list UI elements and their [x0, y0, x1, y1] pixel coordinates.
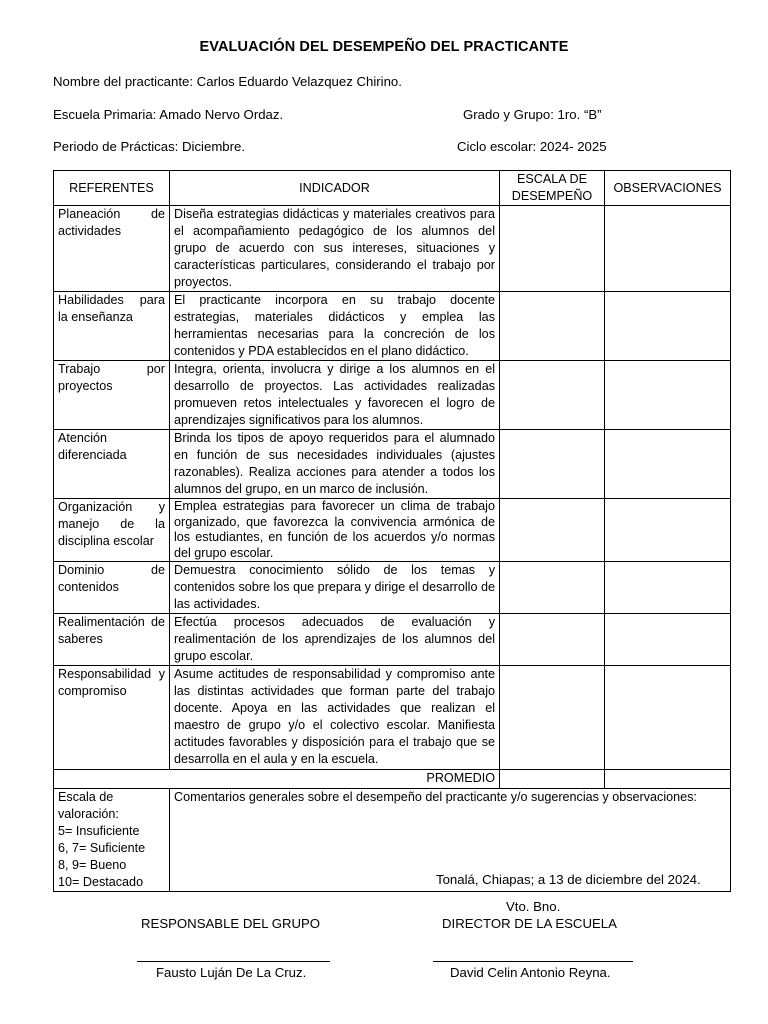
- promedio-label: PROMEDIO: [54, 770, 500, 789]
- table-row: [54, 361, 731, 430]
- legend-item: 5= Insuficiente: [58, 824, 140, 838]
- grade-group-line: Grado y Grupo: 1ro. “B”: [463, 107, 602, 122]
- indicador-cell: Demuestra conocimiento sólido de los temas y contenidos sobre los que prepara y dirige el desarrollo de las actividades.: [170, 562, 500, 614]
- evaluation-table: [53, 170, 731, 892]
- observaciones-cell[interactable]: [605, 206, 731, 292]
- table-row: [54, 292, 731, 361]
- escala-cell[interactable]: [500, 499, 605, 562]
- escala-cell[interactable]: [500, 361, 605, 430]
- table-row: [54, 499, 731, 562]
- referente-cell: Dominio de contenidos: [54, 562, 170, 614]
- indicador-cell: Brinda los tipos de apoyo requeridos para el alumnado en función de sus necesidades individuales (ajustes razonables). Realiza acciones para atender a todos los alumnos del grupo, en un marco de inclusión.: [170, 430, 500, 499]
- school-line: Escuela Primaria: Amado Nervo Ordaz.: [53, 107, 284, 122]
- right-signatory-role: DIRECTOR DE LA ESCUELA: [442, 916, 617, 931]
- escala-cell[interactable]: [500, 206, 605, 292]
- school-cycle-line: Ciclo escolar: 2024- 2025: [457, 139, 607, 154]
- observaciones-cell[interactable]: [605, 614, 731, 666]
- general-comments-label: Comentarios generales sobre el desempeño del practicante y/o sugerencias y observaciones:: [174, 790, 697, 804]
- referente-cell: Responsabilidad y compromiso: [54, 666, 170, 770]
- observaciones-cell[interactable]: [605, 562, 731, 614]
- document-title: EVALUACIÓN DEL DESEMPEÑO DEL PRACTICANTE: [199, 39, 569, 55]
- indicador-cell: El practicante incorpora en su trabajo docente estrategias, materiales didácticos y emplea las herramientas necesarias para la concreción de los contenidos y PDA establecidos en el plano didáctico.: [170, 292, 500, 361]
- legend-title: Escala de valoración:: [58, 790, 119, 821]
- legend-item: 10= Destacado: [58, 875, 144, 889]
- promedio-row: [54, 770, 731, 789]
- referente-cell: Planeación de actividades: [54, 206, 170, 292]
- table-row: [54, 562, 731, 614]
- observaciones-cell[interactable]: [605, 499, 731, 562]
- table-header-row: [54, 171, 731, 206]
- observaciones-cell[interactable]: [605, 361, 731, 430]
- observaciones-cell[interactable]: [605, 292, 731, 361]
- indicador-cell: Efectúa procesos adecuados de evaluación y realimentación de los aprendizajes de los alumnos del grupo escolar.: [170, 614, 500, 666]
- period-line: Periodo de Prácticas: Diciembre.: [53, 139, 246, 154]
- legend-item: 6, 7= Suficiente: [58, 841, 146, 855]
- referente-cell: Atención diferenciada: [54, 430, 170, 499]
- right-signature-line: [433, 961, 633, 962]
- place-date: Tonalá, Chiapas; a 13 de diciembre del 2024.: [436, 872, 701, 887]
- observaciones-cell[interactable]: [605, 666, 731, 770]
- table-row: [54, 206, 731, 292]
- escala-cell[interactable]: [500, 614, 605, 666]
- rating-scale-legend: [54, 789, 170, 892]
- left-signatory-name: Fausto Luján De La Cruz.: [156, 965, 307, 980]
- indicador-cell: Emplea estrategias para favorecer un clima de trabajo organizado, que favorezca la convivencia armónica de los estudiantes, en función de los acuerdos y/o normas del grupo escolar.: [170, 499, 500, 562]
- header-observaciones: OBSERVACIONES: [605, 171, 731, 206]
- escala-cell[interactable]: [500, 292, 605, 361]
- escala-cell[interactable]: [500, 430, 605, 499]
- table-row: [54, 666, 731, 770]
- table-row: [54, 614, 731, 666]
- student-name-line: Nombre del practicante: Carlos Eduardo Velazquez Chirino.: [53, 74, 402, 89]
- header-escala: ESCALA DE DESEMPEÑO: [500, 171, 605, 206]
- table-row: [54, 430, 731, 499]
- referente-cell: Organización y manejo de la disciplina escolar: [54, 499, 170, 562]
- header-referentes: REFERENTES: [54, 171, 170, 206]
- referente-cell: Realimentación de saberes: [54, 614, 170, 666]
- indicador-cell: Asume actitudes de responsabilidad y compromiso ante las distintas actividades que forman parte del trabajo docente. Apoya en las actividades que realizan el maestro de grupo y/o el colectivo escolar. Manifiesta actitudes favorables y disposición para el trabajo que se desarrolla en el aula y en la escuela.: [170, 666, 500, 770]
- observaciones-cell[interactable]: [605, 430, 731, 499]
- indicador-cell: Integra, orienta, involucra y dirige a los alumnos en el desarrollo de proyectos. Las actividades realizadas promueven retos intelectuales y favorecen el logro de aprendizajes significativos para los alumnos.: [170, 361, 500, 430]
- escala-cell[interactable]: [500, 666, 605, 770]
- right-signatory-name: David Celin Antonio Reyna.: [450, 965, 611, 980]
- referente-cell: Trabajo por proyectos: [54, 361, 170, 430]
- promedio-empty-cell: [605, 770, 731, 789]
- left-signature-line: [137, 961, 330, 962]
- legend-item: 8, 9= Bueno: [58, 858, 127, 872]
- left-signatory-role: RESPONSABLE DEL GRUPO: [141, 916, 321, 931]
- escala-cell[interactable]: [500, 562, 605, 614]
- vto-bno: Vto. Bno.: [506, 899, 561, 914]
- promedio-value-cell[interactable]: [500, 770, 605, 789]
- indicador-cell: Diseña estrategias didácticas y materiales creativos para el acompañamiento pedagógico de los alumnos del grupo de acuerdo con sus intereses, situaciones y características particulares, considerando el trabajo por proyectos.: [170, 206, 500, 292]
- referente-cell: Habilidades para la enseñanza: [54, 292, 170, 361]
- header-indicador: INDICADOR: [170, 171, 500, 206]
